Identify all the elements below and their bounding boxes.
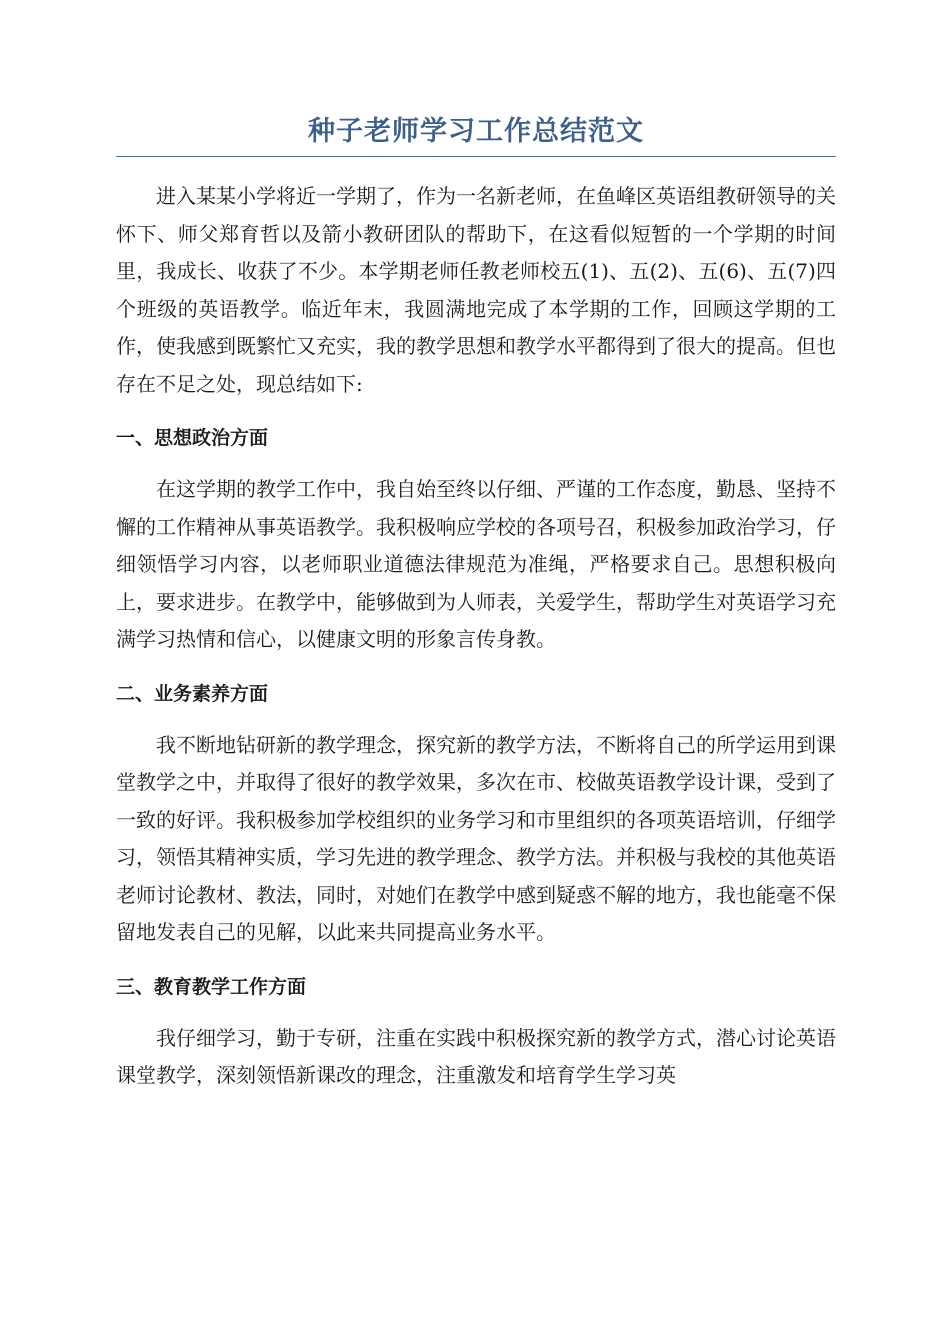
section-paragraph: 在这学期的教学工作中，我自始至终以仔细、严谨的工作态度，勤恳、坚持不懈的工作精神从事英语教学。我积极响应学校的各项号召，积极参加政治学习，仔细领悟学习内容，以老师职业道德法律规范为准绳，严格要求自己。思想积极向上，要求进步。在教学中，能够做到为人师表，关爱学生，帮助学生对英语学习充满学习热情和信心，以健康文明的形象言传身教。 [116, 477, 836, 651]
section-paragraph: 我仔细学习，勤于专研，注重在实践中积极探究新的教学方式，潜心讨论英语课堂教学，深刻领悟新课改的理念，注重激发和培育学生学习英 [116, 1025, 836, 1087]
intro-paragraph: 进入某某小学将近一学期了，作为一名新老师，在鱼峰区英语组教研领导的关怀下、师父郑育哲以及箭小教研团队的帮助下，在这看似短暂的一个学期的时间里，我成长、收获了不少。本学期老师任教老师校五(1)、五(2)、五(6)、五(7)四个班级的英语教学。临近年末，我圆满地完成了本学期的工作，回顾这学期的工作，使我感到既繁忙又充实，我的教学思想和教学水平都得到了很大的提高。但也存在不足之处，现总结如下: [116, 184, 836, 396]
section-paragraph: 我不断地钻研新的教学理念，探究新的教学方法，不断将自己的所学运用到课堂教学之中，并取得了很好的教学效果，多次在市、校做英语教学设计课，受到了一致的好评。我积极参加学校组织的业务学习和市里组织的各项英语培训，仔细学习，领悟其精神实质，学习先进的教学理念、教学方法。并积极与我校的其他英语老师讨论教材、教法，同时，对她们在教学中感到疑惑不解的地方，我也能毫不保留地发表自己的见解，以此来共同提高业务水平。 [116, 732, 836, 944]
section-ideology [116, 423, 836, 659]
section-heading: 二、业务素养方面 [116, 682, 269, 705]
section-heading: 一、思想政治方面 [116, 427, 269, 449]
document-page [116, 112, 836, 1095]
document-title: 种子老师学习工作总结范文 [116, 112, 836, 157]
section-professional [116, 679, 836, 952]
section-teaching [116, 972, 836, 1095]
section-heading: 三、教育教学工作方面 [116, 975, 307, 998]
